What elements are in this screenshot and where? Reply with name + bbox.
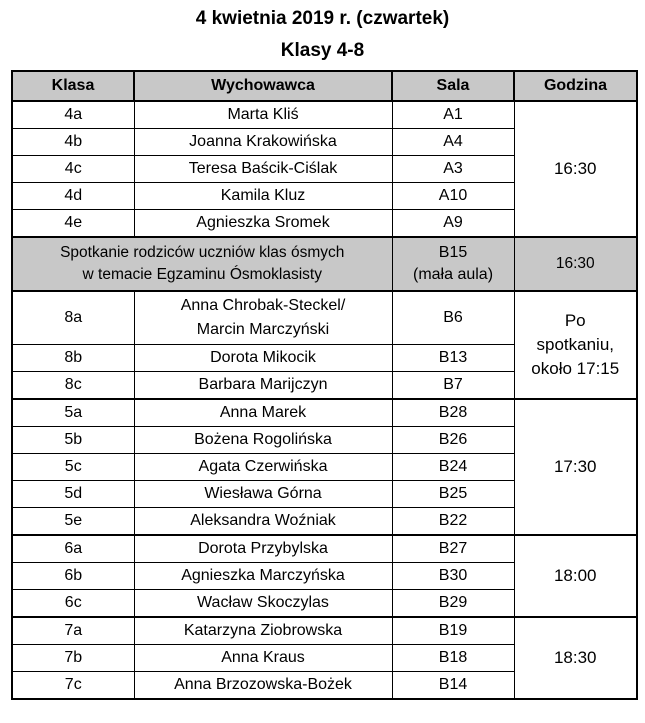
class-cell: 4b xyxy=(12,129,134,156)
class-cell: 8b xyxy=(12,345,134,372)
column-header-wychowawca: Wychowawca xyxy=(134,71,392,101)
room-cell: B22 xyxy=(392,508,514,536)
teacher-cell: Anna Brzozowska-Bożek xyxy=(134,672,392,700)
table-row xyxy=(12,535,637,563)
class-cell: 4c xyxy=(12,156,134,183)
class-cell: 5e xyxy=(12,508,134,536)
class-cell: 4d xyxy=(12,183,134,210)
header-row xyxy=(12,71,637,101)
room-cell: B25 xyxy=(392,481,514,508)
time-line: Po xyxy=(564,311,586,330)
teacher-cell: Katarzyna Ziobrowska xyxy=(134,617,392,645)
time-line: około 17:15 xyxy=(531,359,620,378)
class-cell: 7c xyxy=(12,672,134,700)
column-header-klasa: Klasa xyxy=(12,71,134,101)
room-cell: B26 xyxy=(392,427,514,454)
class-cell: 4a xyxy=(12,101,134,129)
room-cell: B24 xyxy=(392,454,514,481)
class-cell: 5d xyxy=(12,481,134,508)
room-cell: B7 xyxy=(392,372,514,400)
time-cell: 16:30 xyxy=(514,101,637,237)
table-row xyxy=(12,399,637,427)
special-meeting-row xyxy=(12,237,637,291)
table-row xyxy=(12,291,637,345)
teacher-cell: Dorota Mikocik xyxy=(134,345,392,372)
class-cell: 7a xyxy=(12,617,134,645)
teacher-cell: Anna Marek xyxy=(134,399,392,427)
time-line: spotkaniu, xyxy=(536,335,614,354)
class-cell: 8a xyxy=(12,291,134,345)
teacher-cell: Agnieszka Marczyńska xyxy=(134,563,392,590)
class-cell: 6b xyxy=(12,563,134,590)
teacher-line: Anna Chrobak-Steckel/ xyxy=(180,297,346,314)
room-cell: A9 xyxy=(392,210,514,238)
room-cell: B27 xyxy=(392,535,514,563)
room-cell: B28 xyxy=(392,399,514,427)
time-cell: 16:30 xyxy=(514,237,637,291)
room-cell xyxy=(392,237,514,291)
room-cell: B13 xyxy=(392,345,514,372)
class-cell: 6a xyxy=(12,535,134,563)
page-title: 4 kwietnia 2019 r. (czwartek) xyxy=(195,8,450,29)
room-cell: A1 xyxy=(392,101,514,129)
time-cell: 17:30 xyxy=(514,399,637,535)
class-cell: 8c xyxy=(12,372,134,400)
room-cell: B19 xyxy=(392,617,514,645)
teacher-cell: Agnieszka Sromek xyxy=(134,210,392,238)
class-cell: 6c xyxy=(12,590,134,618)
table-row xyxy=(12,617,637,645)
room-cell: B14 xyxy=(392,672,514,700)
class-cell: 5c xyxy=(12,454,134,481)
room-line: (mała aula) xyxy=(412,266,494,283)
teacher-cell: Marta Kliś xyxy=(134,101,392,129)
meeting-description-line: w temacie Egzaminu Ósmoklasisty xyxy=(82,266,322,283)
class-cell: 4e xyxy=(12,210,134,238)
teacher-cell: Wiesława Górna xyxy=(134,481,392,508)
column-header-sala: Sala xyxy=(392,71,514,101)
room-cell: B6 xyxy=(392,291,514,345)
room-cell: B29 xyxy=(392,590,514,618)
teacher-cell: Aleksandra Woźniak xyxy=(134,508,392,536)
time-cell: 18:30 xyxy=(514,617,637,699)
room-cell: A4 xyxy=(392,129,514,156)
room-cell: A10 xyxy=(392,183,514,210)
room-line: B15 xyxy=(438,244,468,261)
teacher-cell: Barbara Marijczyn xyxy=(134,372,392,400)
time-cell: 18:00 xyxy=(514,535,637,617)
column-header-godzina: Godzina xyxy=(514,71,637,101)
time-cell xyxy=(514,291,637,399)
room-cell: B18 xyxy=(392,645,514,672)
schedule-table xyxy=(11,70,638,700)
page-subtitle: Klasy 4-8 xyxy=(280,40,365,61)
room-cell: A3 xyxy=(392,156,514,183)
teacher-cell: Bożena Rogolińska xyxy=(134,427,392,454)
teacher-cell: Dorota Przybylska xyxy=(134,535,392,563)
meeting-description-line: Spotkanie rodziców uczniów klas ósmych xyxy=(60,244,345,261)
room-cell: B30 xyxy=(392,563,514,590)
teacher-cell: Anna Kraus xyxy=(134,645,392,672)
class-cell: 5b xyxy=(12,427,134,454)
teacher-cell: Wacław Skoczylas xyxy=(134,590,392,618)
table-row xyxy=(12,101,637,129)
teacher-cell: Kamila Kluz xyxy=(134,183,392,210)
meeting-description-cell xyxy=(12,237,392,291)
teacher-cell: Agata Czerwińska xyxy=(134,454,392,481)
teacher-cell xyxy=(134,291,392,345)
teacher-cell: Joanna Krakowińska xyxy=(134,129,392,156)
teacher-line: Marcin Marczyński xyxy=(196,321,330,338)
teacher-cell: Teresa Baścik-Ciślak xyxy=(134,156,392,183)
class-cell: 7b xyxy=(12,645,134,672)
class-cell: 5a xyxy=(12,399,134,427)
